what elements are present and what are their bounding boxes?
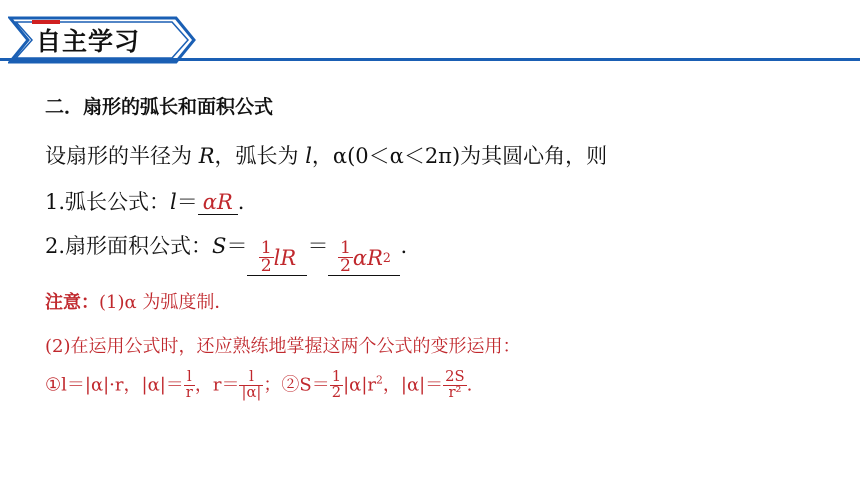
n3-p1: ①l＝|α|·r，|α|＝ — [45, 374, 184, 396]
n3-p3: ；②S＝ — [263, 374, 330, 396]
n3-p5: ，|α|＝ — [382, 374, 444, 396]
formula2-answer2-fraction — [338, 240, 353, 275]
n3-fraction-1 — [184, 370, 195, 401]
n3-fraction-2 — [239, 370, 263, 401]
n3-f1-den: r — [185, 383, 193, 401]
formula2-a2-den: 2 — [339, 256, 351, 277]
formula1-answer-blank — [198, 190, 238, 215]
formula2-lhs: S — [212, 234, 227, 258]
arc-length-formula — [45, 186, 244, 216]
formula2-a1-den: 2 — [260, 256, 272, 277]
formula2-a1-tail: lR — [273, 245, 297, 270]
n3-f2-num: l — [239, 370, 263, 386]
formula1-eq: ＝ — [176, 190, 198, 214]
n3-f3-den: 2 — [331, 383, 342, 401]
formula1-end: . — [237, 190, 245, 214]
formula2-eq1: ＝ — [226, 234, 248, 258]
n3-f3-num: 1 — [331, 368, 342, 385]
formula2-a2-sup: 2 — [382, 250, 391, 266]
formula2-answer1-fraction — [259, 240, 274, 275]
formula1-label: 1.弧长公式： — [45, 190, 171, 214]
n3-f4-den: r² — [448, 383, 462, 401]
formula2-answer1-blank — [247, 234, 307, 276]
formula1-answer: αR — [202, 190, 233, 214]
n3-p4: |α|r — [343, 374, 376, 396]
n3-p2: ，r＝ — [194, 374, 240, 396]
intro-l: l — [305, 144, 312, 168]
note-prefix: 注意： — [45, 292, 99, 313]
intro-line — [45, 140, 607, 170]
intro-mid2: ，α(0＜α＜2π)为其圆心角，则 — [311, 144, 608, 168]
intro-pre: 设扇形的半径为 — [45, 144, 199, 168]
header-title: 自主学习 — [36, 27, 141, 56]
area-formula — [45, 230, 407, 276]
intro-R: R — [198, 144, 215, 168]
n3-fraction-4 — [443, 370, 467, 401]
n3-f4-num: 2S — [445, 368, 465, 385]
formula2-end: . — [400, 234, 408, 258]
formula2-eq2: ＝ — [307, 234, 329, 258]
note-1-text: (1)α 为弧度制． — [99, 292, 233, 313]
n3-end: . — [466, 374, 473, 396]
note-2: (2)在运用公式时，还应熟练地掌握这两个公式的变形运用： — [45, 336, 521, 357]
n3-f2-den: |α| — [241, 383, 262, 401]
note-1 — [45, 288, 232, 314]
section-heading: 二．扇形的弧长和面积公式 — [45, 96, 274, 118]
formula2-label: 2.扇形面积公式： — [45, 234, 213, 258]
intro-mid1: ，弧长为 — [214, 144, 306, 168]
formula1-lhs: l — [170, 190, 177, 214]
note-3-formulas — [45, 370, 472, 401]
n3-fraction-3 — [330, 370, 343, 401]
formula2-a1-num: 1 — [260, 238, 272, 258]
formula2-answer2-blank — [328, 234, 400, 276]
n3-f1-num: l — [184, 370, 195, 386]
header-divider — [0, 58, 860, 61]
n3-p4-sup: 2 — [376, 373, 383, 387]
formula2-a2-num: 1 — [339, 238, 351, 258]
formula2-a2-tail: αR — [352, 245, 383, 270]
